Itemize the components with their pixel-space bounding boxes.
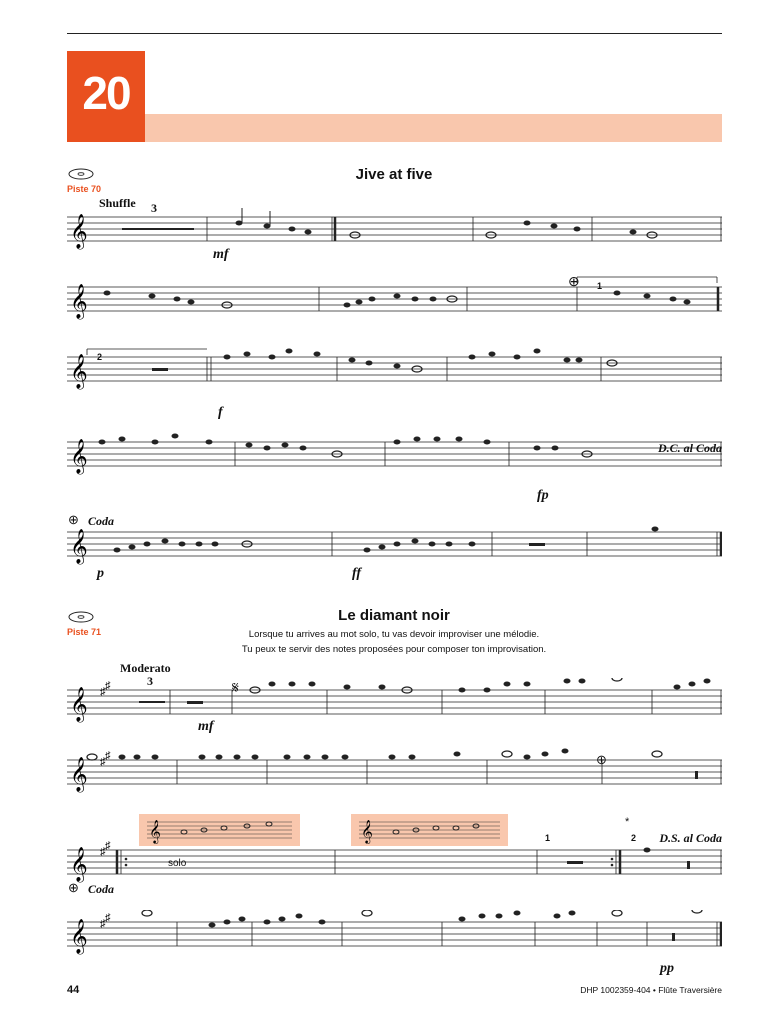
triplet-marking-2: 3 [147,674,153,688]
svg-text:♯: ♯ [105,680,111,692]
svg-text:𝄞: 𝄞 [70,687,88,722]
music-staff-1-2 [67,275,722,335]
svg-text:𝄞: 𝄞 [70,529,88,564]
style-marking-1: Shuffle [99,196,136,210]
svg-text:𝄞: 𝄞 [70,757,88,792]
music-staff-1-5 [67,520,722,580]
dynamic-mf-1: mf [213,247,229,262]
triplet-marking-1: 3 [151,201,157,215]
ending-2-label-2: 2 [631,833,637,843]
dynamic-fp-1: fp [537,488,549,503]
piece-title-1: Jive at five [355,166,433,183]
svg-text:𝄞: 𝄞 [149,819,161,843]
music-staff-1-4 [67,430,722,490]
svg-text:𝄞: 𝄞 [70,847,88,882]
svg-text:𝄞: 𝄞 [70,284,88,319]
tempo-marking-2: Moderato [120,661,171,675]
svg-text:♯: ♯ [100,918,106,930]
coda-label-1: Coda [88,514,115,528]
svg-text:♯: ♯ [100,756,106,768]
svg-text:♯: ♯ [100,686,106,698]
coda-sign-icon-2: ⊕ [596,752,607,767]
asterisk-mark: * [625,816,630,828]
footer-reference: DHP 1002359-404 • Flûte Traversière [580,985,722,995]
svg-text:♯: ♯ [105,840,111,852]
music-staff-2-1 [67,678,722,738]
track-label-1: Piste 70 [67,184,102,194]
audio-cd-icon [68,168,94,180]
solo-label: solo [168,858,187,869]
instruction-line-2: Tu peux te servir des notes proposées pour composer ton improvisation. [241,644,547,655]
music-staff-1-3 [67,345,722,405]
dynamic-ff-1: ff [352,566,362,581]
svg-text:𝄞: 𝄞 [361,819,373,843]
ending-1-label-2: 1 [545,833,551,843]
music-staff-2-2 [67,748,722,808]
ending-2-label: 2 [97,352,103,362]
lesson-number-box [67,51,145,142]
svg-text:♯: ♯ [100,846,106,858]
segno-sign-icon: 𝄋 [232,680,239,697]
coda-label-2: Coda [88,882,115,896]
piece-title-2: Le diamant noir [338,607,450,624]
svg-text:𝄞: 𝄞 [70,354,88,389]
svg-text:♯: ♯ [105,912,111,924]
music-staff-2-3 [67,838,722,898]
dynamic-mf-2: mf [198,719,214,734]
coda-sign-icon-1: ⊕ [68,512,79,527]
ending-1-label: 1 [597,281,603,291]
dynamic-pp-2: pp [660,961,674,976]
dynamic-f-1: f [218,405,223,420]
lesson-number: 20 [82,67,130,119]
music-staff-1-1 [67,205,722,265]
dynamic-p-1: p [97,566,104,581]
page-number: 44 [67,984,80,996]
coda-sign-icon: ⊕ [568,273,580,289]
instruction-line-1: Lorsque tu arrives au mot solo, tu vas devoir improviser une mélodie. [248,629,540,640]
track-label-2: Piste 71 [67,627,102,637]
music-staff-2-4 [67,910,722,970]
svg-text:𝄞: 𝄞 [70,439,88,474]
ds-al-coda: D.S. al Coda [659,831,722,845]
dc-al-coda: D.C. al Coda [657,441,722,455]
coda-sign-icon-3: ⊕ [68,880,79,895]
audio-cd-icon-2 [68,611,94,623]
svg-text:𝄞: 𝄞 [70,214,88,249]
lesson-header-band [145,114,722,142]
svg-text:♯: ♯ [105,750,111,762]
top-rule [67,33,722,34]
svg-text:𝄞: 𝄞 [70,919,88,954]
